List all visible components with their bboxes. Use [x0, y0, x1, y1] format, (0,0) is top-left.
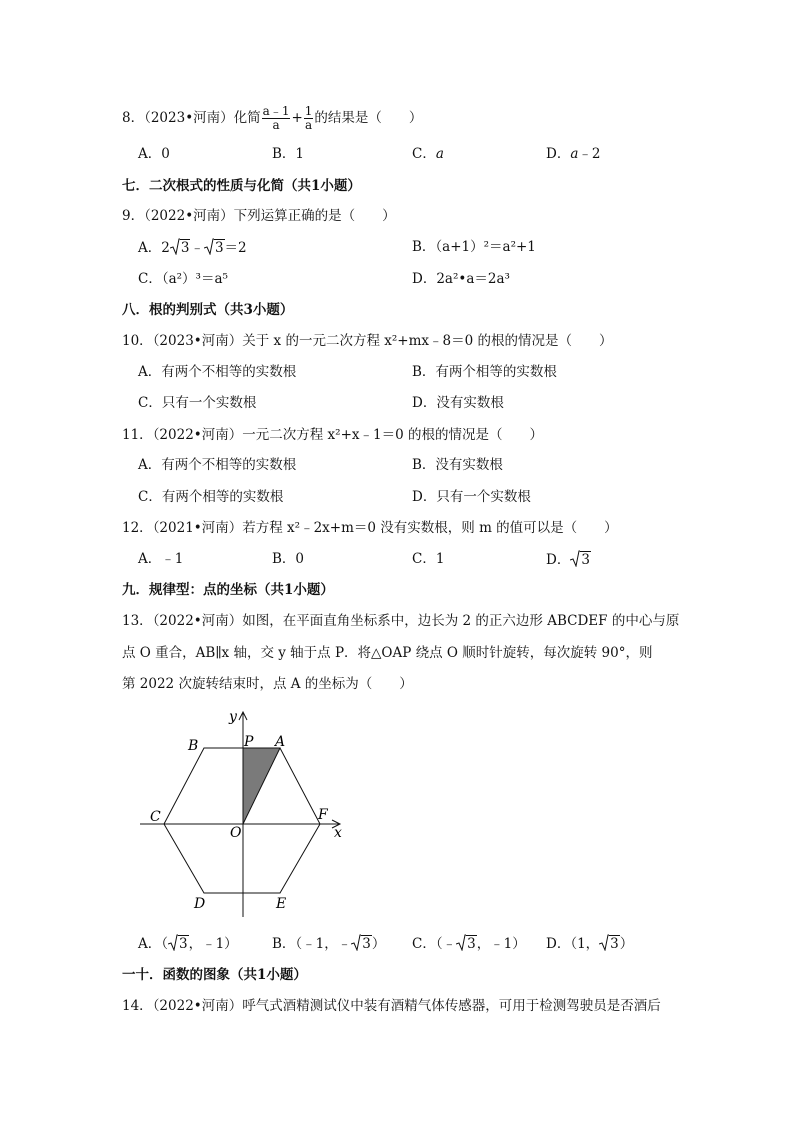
radical-sign-icon	[351, 934, 361, 951]
question-number: 8．	[122, 110, 145, 126]
label-e: E	[276, 896, 287, 912]
option-label: D．	[546, 146, 571, 162]
q13-option-b[interactable]	[272, 934, 385, 953]
radicand: 3	[362, 936, 371, 952]
q8-option-b[interactable]	[272, 145, 304, 163]
radical-sign-icon	[599, 934, 609, 951]
sqrt-radical	[168, 936, 189, 952]
question-number: 13．	[122, 613, 153, 629]
option-label: B．（﹣1，﹣	[272, 936, 352, 952]
option-variable: a	[570, 146, 579, 162]
numerator: 1	[304, 104, 313, 118]
option-tail: ）	[371, 936, 386, 952]
radicand: 3	[581, 552, 590, 568]
option-label: C．（﹣	[412, 936, 457, 952]
denominator: a	[272, 118, 280, 132]
radicand: 3	[179, 936, 188, 952]
q10-option-d[interactable]: D．没有实数根	[412, 395, 504, 411]
radical-sign-icon	[456, 934, 466, 951]
radicand: 3	[214, 240, 224, 256]
q9-option-a[interactable]	[138, 238, 247, 257]
q13-option-a[interactable]	[138, 934, 238, 953]
q8-option-a[interactable]	[138, 145, 170, 163]
option-label: A．（	[138, 936, 168, 952]
section-heading-7: 七．二次根式的性质与化简（共1小题）	[122, 178, 361, 194]
option-label: A．0	[138, 146, 170, 162]
q8-option-c[interactable]	[412, 145, 444, 163]
label-o: O	[230, 825, 242, 841]
label-x: x	[334, 825, 342, 841]
numerator: a﹣1	[262, 104, 290, 118]
label-b: B	[188, 738, 199, 754]
q9-option-c[interactable]: C．（a²）³＝a⁵	[138, 271, 228, 287]
question-text: 若方程 x²﹣2x+m＝0 没有实数根，则 m 的值可以是（ ）	[242, 520, 618, 536]
q9-option-b[interactable]: B．（a+1）²＝a²+1	[412, 239, 536, 255]
hexagon-abcdef	[164, 748, 320, 893]
question-number: 11．	[122, 427, 153, 443]
radicand: 3	[467, 936, 476, 952]
label-d: D	[194, 896, 206, 912]
radical-sign-icon	[168, 934, 178, 951]
fraction-2	[304, 105, 314, 132]
sqrt-radical	[204, 240, 225, 256]
option-tail: ，﹣1）	[476, 936, 526, 952]
radical-sign-icon	[570, 550, 580, 567]
q11-option-d[interactable]: D．只有一个实数根	[412, 489, 531, 505]
question-source: （2023•河南）	[152, 333, 243, 349]
sqrt-radical	[599, 936, 620, 952]
q11-option-a[interactable]: A．有两个不相等的实数根	[138, 457, 297, 473]
radical-sign-icon	[170, 238, 180, 255]
question-text: 呼气式酒精测试仪中装有酒精气体传感器，可用于检测驾驶员是否酒后	[242, 998, 661, 1014]
question-10	[122, 332, 612, 350]
q13-option-d[interactable]	[546, 934, 633, 953]
question-13-line-1	[122, 612, 679, 630]
q9-option-d[interactable]: D．2a²•a＝2a³	[412, 271, 510, 287]
question-source: （2022•河南）	[152, 998, 243, 1014]
q10-option-b[interactable]: B．有两个相等的实数根	[412, 364, 557, 380]
option-tail: ）	[619, 936, 634, 952]
question-source: （2023•河南）	[144, 110, 234, 126]
question-text-tail: 的结果是（ ）	[314, 110, 423, 126]
label-f: F	[318, 807, 328, 823]
minus-sign: ﹣	[190, 240, 204, 256]
question-source: （2022•河南）	[144, 208, 234, 224]
denominator: a	[305, 118, 313, 132]
question-number: 9．	[122, 208, 145, 224]
question-source: （2022•河南）	[152, 613, 243, 629]
label-a: A	[275, 734, 286, 750]
question-text: 化简	[233, 110, 261, 126]
option-tail: ＝2	[224, 240, 247, 256]
question-12	[122, 519, 618, 537]
sqrt-radical	[170, 240, 191, 256]
q11-option-c[interactable]: C．有两个相等的实数根	[138, 489, 284, 505]
option-tail: ﹣2	[578, 146, 601, 162]
option-tail: ，﹣1）	[188, 936, 238, 952]
question-text: 如图，在平面直角坐标系中，边长为 2 的正六边形 ABCDEF 的中心与原	[242, 613, 680, 629]
q12-option-d[interactable]	[546, 550, 591, 569]
option-variable: a	[435, 146, 444, 162]
q8-option-d[interactable]	[546, 145, 600, 163]
label-c: C	[150, 809, 161, 825]
q12-option-b[interactable]: B．0	[272, 551, 305, 567]
sqrt-radical	[570, 552, 591, 568]
option-label: C．	[412, 146, 436, 162]
label-p: P	[244, 734, 254, 750]
q11-option-b[interactable]: B．没有实数根	[412, 457, 503, 473]
plus-sign: +	[291, 110, 303, 126]
question-13-line-3: 第 2022 次旋转结束时，点 A 的坐标为（ ）	[122, 676, 413, 692]
sqrt-radical	[456, 936, 477, 952]
radicand: 3	[180, 240, 190, 256]
question-number: 14．	[122, 998, 153, 1014]
q12-option-c[interactable]: C．1	[412, 551, 445, 567]
option-label: D．（1，	[546, 936, 600, 952]
q12-option-a[interactable]: A．﹣1	[138, 551, 184, 567]
question-14	[122, 997, 661, 1015]
q10-option-c[interactable]: C．只有一个实数根	[138, 395, 257, 411]
fraction-1	[262, 105, 291, 132]
question-13-line-2: 点 O 重合，AB∥x 轴，交 y 轴于点 P．将△OAP 绕点 O 顺时针旋转，每次旋转 90°，则	[122, 645, 653, 661]
section-heading-10: 一十．函数的图象（共1小题）	[122, 967, 307, 983]
q10-option-a[interactable]: A．有两个不相等的实数根	[138, 364, 297, 380]
question-number: 12．	[122, 520, 153, 536]
question-text: 下列运算正确的是（ ）	[233, 208, 396, 224]
section-heading-9: 九．规律型：点的坐标（共1小题）	[122, 582, 334, 598]
question-source: （2022•河南）	[152, 427, 243, 443]
hexagon-figure	[135, 705, 365, 925]
option-label: D．	[546, 552, 571, 568]
section-heading-8: 八．根的判别式（共3小题）	[122, 302, 294, 318]
question-9	[122, 207, 396, 225]
radical-sign-icon	[204, 238, 214, 255]
question-source: （2021•河南）	[152, 520, 243, 536]
question-number: 10．	[122, 333, 153, 349]
option-label: A．2	[138, 240, 170, 256]
radicand: 3	[610, 936, 619, 952]
question-11	[122, 426, 543, 444]
question-8	[122, 105, 422, 132]
triangle-oap	[243, 748, 280, 824]
q13-option-c[interactable]	[412, 934, 526, 953]
label-y: y	[229, 709, 237, 725]
sqrt-radical	[351, 936, 372, 952]
option-label: B．1	[272, 146, 305, 162]
question-text: 一元二次方程 x²+x﹣1＝0 的根的情况是（ ）	[242, 427, 543, 443]
question-text: 关于 x 的一元二次方程 x²+mx﹣8＝0 的根的情况是（ ）	[242, 333, 613, 349]
